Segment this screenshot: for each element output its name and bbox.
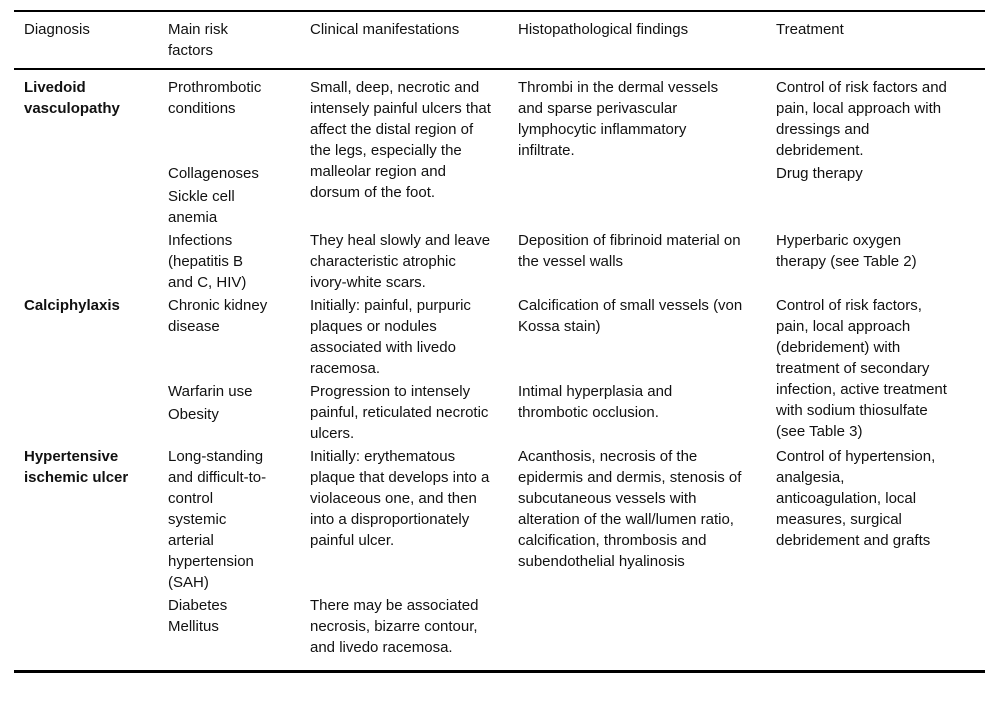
col-header-histopathological-findings: Histopathological findings — [518, 21, 689, 38]
treatment-cell — [776, 230, 985, 293]
risk-factor-item: Collagenoses — [168, 165, 259, 182]
clinical-paragraph: They heal slowly and leave characteristic atrophic ivory-white scars. — [310, 232, 491, 291]
col-header-clinical-manifestations: Clinical manifestations — [310, 21, 460, 38]
histo-paragraph: Deposition of fibrinoid material on the vessel walls — [518, 232, 741, 270]
histo-paragraph: Thrombi in the dermal vessels and sparse perivascular lymphocytic inflammatory infiltrate. — [518, 79, 719, 159]
col-header-treatment: Treatment — [776, 21, 844, 38]
table-row-livedoid-vasculopathy — [24, 77, 985, 293]
risk-factor-item: Obesity — [168, 406, 219, 423]
histo-paragraph: Calcification of small vessels (von Kossa stain) — [518, 297, 743, 335]
risk-factor-item: Chronic kidney disease — [168, 297, 268, 335]
treatment-cell — [776, 295, 985, 444]
document-page — [0, 10, 1000, 726]
table-header-row — [14, 12, 985, 70]
risk-factors-cell — [168, 230, 310, 293]
clinical-manifestations-cell — [310, 446, 518, 595]
treatment-paragraph: Control of risk factors, pain, local approach (debridement) with treatment of secondary infection, active treatment with sodium thiosulfate (see Table 3) — [776, 297, 947, 440]
risk-factors-cell — [168, 381, 310, 444]
diagnosis-name: Hypertensive ischemic ulcer — [24, 448, 129, 486]
table-row-hypertensive-ischemic-ulcer — [24, 446, 985, 658]
risk-factor-item: Infections (hepatitis B and C, HIV) — [168, 232, 247, 291]
clinical-paragraph: There may be associated necrosis, bizarre contour, and livedo racemosa. — [310, 597, 479, 656]
clinical-manifestations-cell — [310, 77, 518, 230]
histopathological-findings-cell — [518, 295, 776, 381]
risk-factors-cell — [168, 295, 310, 381]
histo-paragraph: Intimal hyperplasia and thrombotic occlusion. — [518, 383, 673, 421]
clinical-manifestations-cell — [310, 381, 518, 444]
risk-factors-cell — [168, 595, 310, 658]
histopathological-findings-cell — [518, 381, 776, 444]
clinical-paragraph: Initially: erythematous plaque that develops into a violaceous one, and then into a disproportionately painful ulcer. — [310, 448, 490, 549]
treatment-paragraph: Drug therapy — [776, 165, 863, 182]
clinical-paragraph: Initially: painful, purpuric plaques or nodules associated with livedo racemosa. — [310, 297, 471, 377]
risk-factor-item: Prothrombotic conditions — [168, 79, 262, 117]
histopathological-findings-cell — [518, 446, 776, 595]
treatment-paragraph: Control of hypertension, analgesia, anticoagulation, local measures, surgical debridement and grafts — [776, 448, 936, 549]
histopathological-findings-cell — [518, 77, 776, 230]
clinical-manifestations-cell — [310, 230, 518, 293]
risk-factors-cell — [168, 446, 310, 595]
histo-paragraph: Acanthosis, necrosis of the epidermis and dermis, stenosis of subcutaneous vessels with alteration of the wall/lumen ratio, calcification, thrombosis and subendothelial hyalinosis — [518, 448, 742, 570]
table-body — [14, 70, 985, 670]
col-header-diagnosis: Diagnosis — [24, 21, 90, 38]
clinical-paragraph: Small, deep, necrotic and intensely painful ulcers that affect the distal region of the legs, especially the malleolar region and dorsum of the foot. — [310, 79, 491, 201]
diagnosis-name: Livedoid vasculopathy — [24, 79, 120, 117]
clinical-manifestations-cell — [310, 295, 518, 381]
risk-factors-cell — [168, 77, 310, 230]
treatment-paragraph: Control of risk factors and pain, local approach with dressings and debridement. — [776, 79, 947, 159]
risk-factor-item: Sickle cell anemia — [168, 188, 235, 226]
risk-factor-item: Long-standing and difficult-to-control systemic arterial hypertension (SAH) — [168, 448, 267, 591]
histopathological-findings-cell — [518, 230, 776, 293]
risk-factor-item: Diabetes Mellitus — [168, 597, 228, 635]
col-header-risk-factors: Main risk factors — [168, 21, 229, 59]
treatment-cell — [776, 446, 985, 595]
risk-factor-item: Warfarin use — [168, 383, 253, 400]
clinical-paragraph: Progression to intensely painful, reticulated necrotic ulcers. — [310, 383, 489, 442]
differential-diagnosis-table — [14, 10, 985, 673]
treatment-cell — [776, 77, 985, 230]
table-row-calciphylaxis — [24, 295, 985, 444]
clinical-manifestations-cell — [310, 595, 518, 658]
treatment-paragraph: Hyperbaric oxygen therapy (see Table 2) — [776, 232, 917, 270]
diagnosis-name: Calciphylaxis — [24, 297, 120, 314]
